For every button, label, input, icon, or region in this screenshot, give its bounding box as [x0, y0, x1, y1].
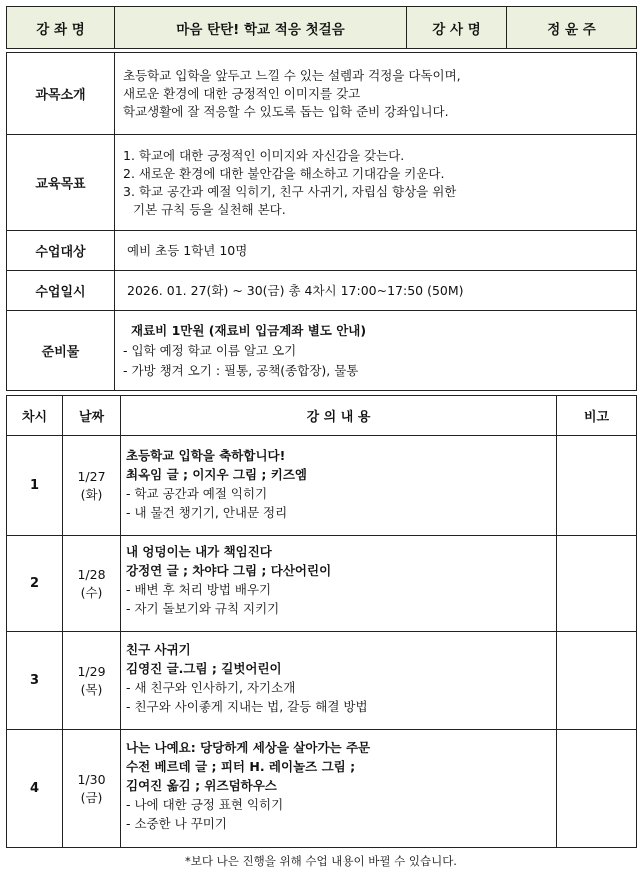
target-label: 수업대상: [7, 231, 115, 271]
target-value: 예비 초등 1학년 10명: [115, 231, 637, 271]
day-value: (수): [80, 584, 103, 600]
lesson-content: [121, 536, 557, 632]
course-name-label: 강 좌 명: [7, 7, 115, 49]
day-value: (화): [80, 486, 103, 502]
goal-line: 1. 학교에 대한 긍정적인 이미지와 자신감을 갖는다.: [123, 147, 405, 163]
overview-line: 초등학교 입학을 앞두고 느낄 수 있는 설렘과 걱정을 다독이며,: [123, 67, 461, 83]
table-row: [7, 536, 637, 632]
notes-cell: [557, 632, 637, 730]
col-header-session: 차시: [7, 396, 63, 436]
lesson-schedule-table: [6, 395, 637, 848]
goal-line: [123, 201, 636, 219]
schedule-value: 2026. 01. 27(화) ~ 30(금) 총 4차시 17:00~17:50 (50M): [115, 271, 637, 311]
session-number: 3: [7, 632, 63, 730]
lesson-content: [121, 436, 557, 536]
instructor-name: 정 윤 주: [507, 7, 637, 49]
session-date: [63, 730, 121, 848]
course-header-table: [6, 6, 637, 49]
course-title: 마음 탄탄! 학교 적응 첫걸음: [115, 7, 407, 49]
overview-line: 학교생활에 잘 적응할 수 있도록 돕는 입학 준비 강좌입니다.: [123, 103, 449, 119]
notes-cell: [557, 536, 637, 632]
lesson-book-title: 내 엉덩이는 내가 책임진다: [126, 544, 272, 559]
lesson-content: [121, 730, 557, 848]
lesson-item: - 자기 돌보기와 규칙 지키기: [126, 601, 280, 616]
lesson-book-title: 초등학교 입학을 축하합니다!: [126, 448, 286, 463]
date-value: 1/28: [77, 566, 106, 582]
date-value: 1/27: [77, 468, 106, 484]
session-date: [63, 436, 121, 536]
table-row: [7, 632, 637, 730]
lesson-item: - 배변 후 처리 방법 배우기: [126, 582, 272, 597]
date-value: 1/30: [77, 771, 106, 787]
col-header-content: 강 의 내 용: [121, 396, 557, 436]
goal-line: 2. 새로운 환경에 대한 불안감을 해소하고 기대감을 키운다.: [123, 165, 445, 181]
goals-content: [115, 135, 637, 231]
table-row: [7, 436, 637, 536]
notes-cell: [557, 730, 637, 848]
footnote: *보다 나은 진행을 위해 수업 내용이 바뀔 수 있습니다.: [185, 854, 457, 868]
lesson-book-author: 최옥임 글 ; 이지우 그림 ; 키즈엠: [126, 467, 308, 482]
goal-line: 3. 학교 공간과 예절 익히기, 친구 사귀기, 자립심 향상을 위한: [123, 183, 457, 199]
schedule-label: 수업일시: [7, 271, 115, 311]
materials-label: 준비물: [7, 311, 115, 391]
lesson-content: [121, 632, 557, 730]
lesson-item: - 새 친구와 인사하기, 자기소개: [126, 680, 296, 695]
lesson-book-author: 수전 베르데 글 ; 피터 H. 레이놀즈 그림 ;: [126, 759, 356, 774]
lesson-book-author: 강정연 글 ; 차야다 그림 ; 다산어린이: [126, 563, 332, 578]
instructor-label: 강 사 명: [407, 7, 507, 49]
date-value: 1/29: [77, 663, 106, 679]
overview-label: 과목소개: [7, 53, 115, 135]
session-date: [63, 632, 121, 730]
col-header-notes: 비고: [557, 396, 637, 436]
day-value: (금): [80, 789, 103, 805]
materials-fee: 재료비 1만원 (재료비 입금계좌 별도 안내): [131, 322, 367, 338]
materials-line: - 입학 예정 학교 이름 알고 오기: [123, 342, 297, 358]
lesson-item: - 나에 대한 긍정 표현 익히기: [126, 797, 284, 812]
lesson-item: - 친구와 사이좋게 지내는 법, 갈등 해결 방법: [126, 699, 368, 714]
session-number: 1: [7, 436, 63, 536]
table-row: [7, 730, 637, 848]
lesson-book-title: 친구 사귀기: [126, 642, 191, 657]
session-date: [63, 536, 121, 632]
lesson-item: - 소중한 나 꾸미기: [126, 816, 227, 831]
goal-line-continued: 기본 규칙 등을 실천해 본다.: [133, 201, 286, 217]
lesson-book-author: 김여진 옮김 ; 위즈덤하우스: [126, 778, 277, 793]
session-number: 4: [7, 730, 63, 848]
lesson-book-author: 김영진 글.그림 ; 길벗어린이: [126, 661, 282, 676]
lesson-item: - 내 물건 챙기기, 안내문 정리: [126, 505, 288, 520]
col-header-date: 날짜: [63, 396, 121, 436]
lesson-book-title: 나는 나예요: 당당하게 세상을 살아가는 주문: [126, 740, 371, 755]
day-value: (목): [80, 681, 103, 697]
overview-content: [115, 53, 637, 135]
notes-cell: [557, 436, 637, 536]
course-info-table: [6, 52, 637, 391]
session-number: 2: [7, 536, 63, 632]
overview-line: 새로운 환경에 대한 긍정적인 이미지를 갖고: [123, 85, 361, 101]
materials-content: [115, 311, 637, 391]
materials-line: - 가방 챙겨 오기 : 필통, 공책(종합장), 물통: [123, 362, 359, 378]
goals-label: 교육목표: [7, 135, 115, 231]
lesson-item: - 학교 공간과 예절 익히기: [126, 486, 268, 501]
